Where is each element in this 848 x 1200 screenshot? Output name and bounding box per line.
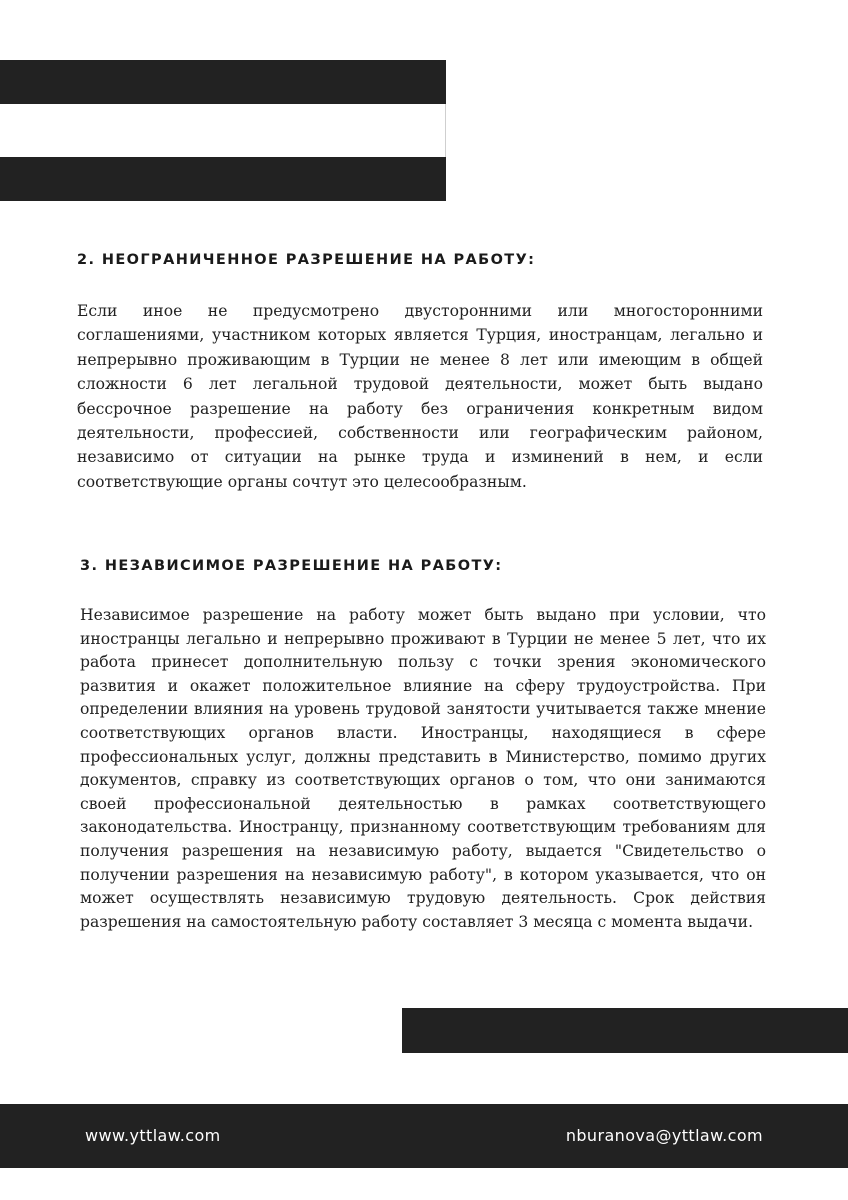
footer-website-link[interactable]: www.yttlaw.com (85, 1126, 221, 1145)
section-3-heading: 3. НЕЗАВИСИМОЕ РАЗРЕШЕНИЕ НА РАБОТУ: (80, 558, 503, 574)
section-2-body: Если иное не предусмотрено двусторонними или многосторонними соглашениями, участником которых является Турция, иностранцам, легально и непрерывно проживающим в Турции не менее 8 лет или имеющим в общей сложности 6 лет легальной трудовой деятельности, может быть выдано бессрочное разрешение на работу без ограничения конкретным видом деятельности, профессией, собственности или географическим районом, независимо от ситуации на рынке труда и изминений в нем, и если соответствующие органы сочтут это целесообразным. (77, 302, 763, 491)
section-2-heading: 2. НЕОГРАНИЧЕННОЕ РАЗРЕШЕНИЕ НА РАБОТУ: (77, 252, 536, 268)
header-decor-bar-bottom (0, 157, 446, 201)
footer (0, 1104, 848, 1168)
section-3-body: Независимое разрешение на работу может быть выдано при условии, что иностранцы легально и непрерывно проживают в Турции не менее 5 лет, что их работа принесет дополнительную пользу с точки зрения экономического развития и окажет положительное влияние на сферу трудоустройства. При определении влияния на уровень трудовой занятости учитывается также мнение соответствующих органов власти. Иностранцы, находящиеся в сфере профессиональных услуг, должны представить в Министерство, помимо других документов, справку из соответствующих органов о том, что они занимаются своей профессиональной деятельностью в рамках соответствующего законодательства. Иностранцу, признанному соответствующим требованиям для получения разрешения на независимую работу, выдается "Свидетельство о получении разрешения на независимую работу", в котором указывается, что он может осуществлять независимую трудовую деятельность. Срок действия разрешения на самостоятельную работу составляет 3 месяца с момента выдачи. (80, 606, 766, 931)
header-decor-frame-line (445, 104, 446, 157)
footer-email-link[interactable]: nburanova@yttlaw.com (565, 1126, 763, 1145)
header-decor-bar-top (0, 60, 446, 104)
bottom-decor-bar (402, 1008, 848, 1053)
